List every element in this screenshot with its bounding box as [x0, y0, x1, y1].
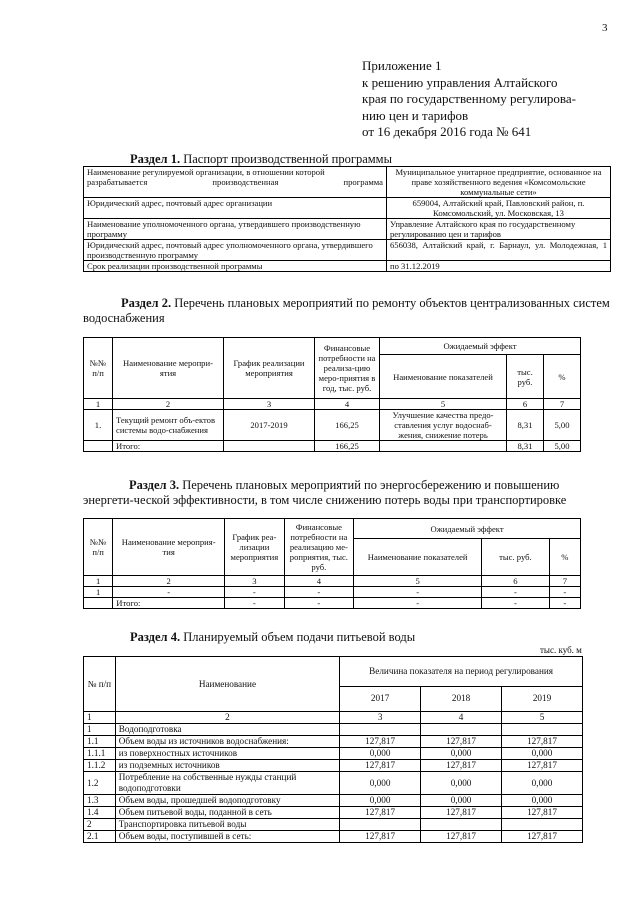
- col-year: 2018: [421, 686, 502, 711]
- table-row: [84, 240, 611, 261]
- cell-value: 0,000: [502, 748, 583, 760]
- passport-label: Юридический адрес, почтовый адрес организации: [84, 198, 387, 219]
- appendix-header: [362, 58, 612, 141]
- cell-finance: -: [284, 587, 354, 598]
- col-year: 2017: [340, 686, 421, 711]
- passport-label: Наименование уполномоченного органа, утвердившего производственную программу: [84, 219, 387, 240]
- cell-value: 127,817: [421, 807, 502, 819]
- cell-num: 1.: [84, 410, 113, 441]
- cell-value: [340, 819, 421, 831]
- cell-value: 127,817: [502, 831, 583, 843]
- cell-num: 2: [84, 819, 116, 831]
- cell-value: 0,000: [340, 772, 421, 795]
- column-number-row: [84, 399, 581, 410]
- cell-name: из подземных источников: [115, 760, 339, 772]
- col-number: 7: [549, 576, 580, 587]
- appendix-line: края по государственному регулирова-: [362, 91, 576, 106]
- cell-schedule: -: [225, 587, 284, 598]
- col-pct-header: %: [549, 539, 580, 576]
- cell-value: 127,817: [502, 736, 583, 748]
- cell-value: 127,817: [502, 760, 583, 772]
- cell-pct: -: [549, 587, 580, 598]
- cell-name: Объем воды, прошедшей водоподготовку: [115, 795, 339, 807]
- total-row: [84, 441, 581, 452]
- col-number: 3: [224, 399, 315, 410]
- col-number: 3: [340, 712, 421, 724]
- energy-measures-table: [83, 518, 581, 609]
- cell-num: 1.1.2: [84, 760, 116, 772]
- table-row: [84, 219, 611, 240]
- col-name-header: Наименование мероприя-тия: [113, 519, 225, 576]
- table-row: [84, 198, 611, 219]
- appendix-line: к решению управления Алтайского: [362, 74, 558, 90]
- table-header-row: [84, 657, 583, 687]
- col-number: 5: [502, 712, 583, 724]
- col-number: 3: [225, 576, 284, 587]
- col-number: 7: [544, 399, 581, 410]
- cell-value: 127,817: [340, 807, 421, 819]
- total-pct: -: [549, 598, 580, 609]
- passport-value: 659004, Алтайский край, Павловский район, п. Комсомольский, ул. Московская, 13: [387, 198, 611, 219]
- table-row: [84, 807, 583, 819]
- water-supply-table: [83, 656, 583, 843]
- section1-title: Раздел 1. Паспорт производственной программы: [130, 152, 392, 166]
- cell-value: [502, 724, 583, 736]
- total-pct: 5,00: [544, 441, 581, 452]
- cell-num: 1.4: [84, 807, 116, 819]
- cell-name: Текущий ремонт объ-ектов системы водо-снабжения: [113, 410, 224, 441]
- col-number: 2: [113, 576, 225, 587]
- cell-value: 127,817: [502, 807, 583, 819]
- table-row: [84, 819, 583, 831]
- table-row: [84, 760, 583, 772]
- col-number: 4: [315, 399, 380, 410]
- cell-name: Потребление на собственные нужды станций водоподготовки: [115, 772, 339, 795]
- cell-num: 1: [84, 724, 116, 736]
- cell-num: 1.3: [84, 795, 116, 807]
- col-indicator-header: Наименование показателей: [354, 539, 482, 576]
- col-number: 1: [84, 576, 113, 587]
- col-indicator-header: Наименование показателей: [380, 355, 507, 399]
- table-row: [84, 167, 611, 198]
- col-effect-header: Ожидаемый эффект: [380, 338, 581, 355]
- cell-num: 1.2: [84, 772, 116, 795]
- total-label: Итого:: [113, 598, 225, 609]
- cell-indicator: -: [354, 587, 482, 598]
- total-indicator: -: [354, 598, 482, 609]
- col-schedule-header: График реа-лизации мероприятия: [225, 519, 284, 576]
- cell-value: 127,817: [421, 831, 502, 843]
- cell-value: 0,000: [421, 772, 502, 795]
- cell-num: 1: [84, 587, 113, 598]
- passport-label: Наименование регулируемой организации, в отношении которой разрабатывается производственная программа: [84, 167, 387, 198]
- cell-num: 2.1: [84, 831, 116, 843]
- cell-value: [340, 724, 421, 736]
- cell-schedule: 2017-2019: [224, 410, 315, 441]
- col-number: 1: [84, 399, 113, 410]
- cell-name: Объем воды, поступившей в сеть:: [115, 831, 339, 843]
- table-row: [84, 261, 611, 272]
- total-rub: -: [482, 598, 550, 609]
- cell-value: 127,817: [340, 831, 421, 843]
- total-label: Итого:: [113, 441, 224, 452]
- table-row: [84, 772, 583, 795]
- cell-name: Объем воды из источников водоснабжения:: [115, 736, 339, 748]
- section4-title: Раздел 4. Планируемый объем подачи питьевой воды: [130, 630, 416, 644]
- cell-value: 127,817: [340, 760, 421, 772]
- passport-label: Срок реализации производственной программы: [84, 261, 387, 272]
- col-number: 2: [115, 712, 339, 724]
- total-rub: 8,31: [507, 441, 544, 452]
- passport-value: Муниципальное унитарное предприятие, основанное на праве хозяйственного ведения «Комсомольские коммунальные сети»: [387, 167, 611, 198]
- cell-value: 127,817: [340, 736, 421, 748]
- cell-value: 0,000: [340, 748, 421, 760]
- col-number: 4: [284, 576, 354, 587]
- cell-name: Объем питьевой воды, поданной в сеть: [115, 807, 339, 819]
- section2-title: Раздел 2. Перечень плановых мероприятий по ремонту объектов централизованных систем водоснабжения: [83, 296, 610, 325]
- cell-name: Водоподготовка: [115, 724, 339, 736]
- cell-indicator: Улучшение качества предо-ставления услуг водоснаб-жения, снижение потерь: [380, 410, 507, 441]
- col-number: 6: [507, 399, 544, 410]
- cell-name: Транспортировка питьевой воды: [115, 819, 339, 831]
- cell-value: 0,000: [421, 795, 502, 807]
- col-finance-header: Финансовые потребности на реализацию ме-роприятия, тыс. руб.: [284, 519, 354, 576]
- cell-value: [502, 819, 583, 831]
- cell-value: 0,000: [502, 795, 583, 807]
- cell-value: 127,817: [421, 760, 502, 772]
- cell-name: -: [113, 587, 225, 598]
- col-name-header: Наименование: [115, 657, 339, 712]
- appendix-line: Приложение 1: [362, 58, 442, 73]
- col-year: 2019: [502, 686, 583, 711]
- page-number: 3: [602, 22, 608, 34]
- cell-finance: 166,25: [315, 410, 380, 441]
- col-number: 4: [421, 712, 502, 724]
- passport-value: по 31.12.2019: [387, 261, 611, 272]
- col-number: 5: [380, 399, 507, 410]
- unit-label: тыс. куб. м: [540, 645, 582, 655]
- appendix-line: от 16 декабря 2016 года № 641: [362, 124, 532, 139]
- total-finance: 166,25: [315, 441, 380, 452]
- col-rub-header: тыс. руб.: [507, 355, 544, 399]
- col-pct-header: %: [544, 355, 581, 399]
- table-row: [84, 410, 581, 441]
- cell-value: 0,000: [421, 748, 502, 760]
- section3-title: Раздел 3. Перечень плановых мероприятий по энергосбережению и повышению энергети-ческой эффективности, в том числе снижению потерь воды при транспортировке: [83, 478, 567, 507]
- col-period-header: Величина показателя на период регулирования: [340, 657, 583, 687]
- cell-num: 1.1: [84, 736, 116, 748]
- appendix-line: нию цен и тарифов: [362, 107, 469, 123]
- table-row: [84, 736, 583, 748]
- col-number: 1: [84, 712, 116, 724]
- repair-measures-table: [83, 337, 581, 452]
- table-row: [84, 831, 583, 843]
- cell-value: [421, 724, 502, 736]
- passport-value: 656038, Алтайский край, г. Барнаул, ул. Молодежная, 1: [387, 240, 611, 261]
- passport-value: Управление Алтайского края по государственному регулированию цен и тарифов: [387, 219, 611, 240]
- cell-rub: 8,31: [507, 410, 544, 441]
- table-row: [84, 587, 581, 598]
- column-number-row: [84, 576, 581, 587]
- table-row: [84, 748, 583, 760]
- col-number: 2: [113, 399, 224, 410]
- cell-value: 0,000: [502, 772, 583, 795]
- col-num-header: № п/п: [84, 657, 116, 712]
- total-schedule: -: [225, 598, 284, 609]
- passport-label: Юридический адрес, почтовый адрес уполномоченного органа, утвердившего производственную программу: [84, 240, 387, 261]
- table-row: [84, 795, 583, 807]
- cell-name: из поверхностных источников: [115, 748, 339, 760]
- table-header-row: [84, 338, 581, 355]
- total-row: [84, 598, 581, 609]
- col-name-header: Наименование меропри-ятия: [113, 338, 224, 399]
- col-rub-header: тыс. руб.: [482, 539, 550, 576]
- col-num-header: №№ п/п: [84, 338, 113, 399]
- cell-num: 1.1.1: [84, 748, 116, 760]
- col-finance-header: Финансовые потребности на реализа-цию меро-приятия в год, тыс. руб.: [315, 338, 380, 399]
- table-header-row: [84, 519, 581, 539]
- table-row: [84, 724, 583, 736]
- cell-pct: 5,00: [544, 410, 581, 441]
- passport-table: [83, 166, 611, 272]
- column-number-row: [84, 712, 583, 724]
- cell-value: [421, 819, 502, 831]
- col-num-header: №№ п/п: [84, 519, 113, 576]
- total-finance: -: [284, 598, 354, 609]
- col-number: 6: [482, 576, 550, 587]
- col-effect-header: Ожидаемый эффект: [354, 519, 581, 539]
- cell-value: 127,817: [421, 736, 502, 748]
- cell-rub: -: [482, 587, 550, 598]
- col-number: 5: [354, 576, 482, 587]
- cell-value: 0,000: [340, 795, 421, 807]
- col-schedule-header: График реализации мероприятия: [224, 338, 315, 399]
